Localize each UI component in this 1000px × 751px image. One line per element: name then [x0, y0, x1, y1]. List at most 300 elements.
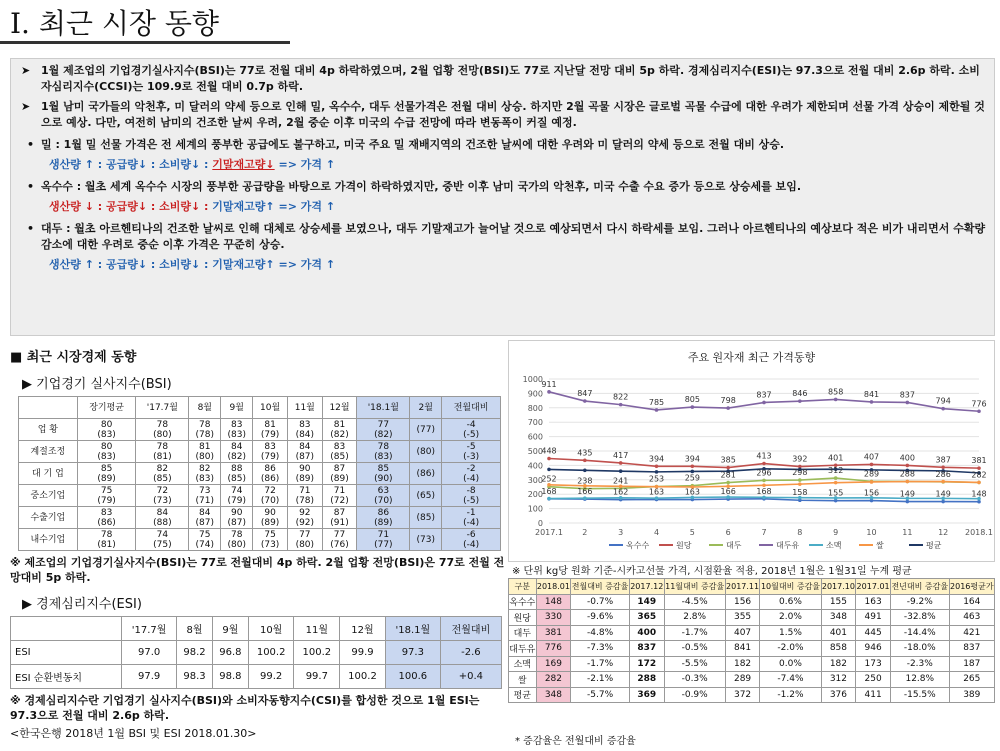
data-label: 289 [863, 469, 880, 479]
bsi-cell: 81 (82) [322, 419, 357, 441]
bsi-header-cell: 8월 [189, 397, 221, 419]
data-label: 282 [971, 470, 987, 480]
data-label: 241 [613, 476, 629, 486]
data-label: 156 [863, 488, 880, 498]
bsi-note: ※ 제조업의 기업경기실사지수(BSI)는 77로 전월대비 4p 하락. 2월 업황 전망(BSI)은 77로 전월 전망대비 5p 하락. [10, 556, 505, 584]
data-point [726, 466, 730, 470]
price-header-cell: 2017.12 [629, 579, 664, 595]
esi-note: ※ 경제심리지수란 기업경기 실사지수(BSI)와 소비자동향지수(CSI)를 합성한 것으로 1월 ESI는 97.3으로 전월 대비 2.6p 하락. [10, 694, 480, 722]
price-cell: 2.0% [760, 610, 821, 626]
data-label: 435 [577, 448, 593, 458]
y-tick-label: 800 [527, 403, 543, 413]
bsi-header-cell: 12월 [322, 397, 357, 419]
price-cell: 407 [725, 625, 760, 641]
x-tick-label: 2 [582, 528, 588, 537]
soy-supply: 생산량 ↑ : 공급량↓ : 소비량↓ : 기말재고량↑ => 가격 ↑ [49, 258, 336, 271]
price-cell: 491 [856, 610, 891, 626]
data-point [547, 497, 551, 501]
bsi-cell: 90 (87) [221, 507, 253, 529]
data-label: 785 [648, 397, 665, 407]
bsi-cell: -4 (-5) [442, 419, 501, 441]
esi-cell: 100.2 [248, 641, 294, 665]
price-cell: 376 [821, 687, 856, 703]
data-point [547, 390, 551, 394]
price-cell: -0.7% [571, 594, 630, 610]
price-cell: 381 [536, 625, 571, 641]
price-cell: -9.6% [571, 610, 630, 626]
bsi-cell: 78 (81) [136, 441, 189, 463]
price-cell: 372 [725, 687, 760, 703]
price-cell: 옥수수 [509, 594, 537, 610]
esi-header-cell: '17.7월 [122, 617, 177, 641]
esi-cell: -2.6 [440, 641, 501, 665]
bsi-cell: 75 (74) [189, 529, 221, 551]
bsi-cell: 82 (83) [189, 463, 221, 485]
summary-grain: ➤ 1월 남미 국가들의 악천후, 미 달러의 약세 등으로 인해 밀, 옥수수, 대두 선물가격은 전월 대비 상승. 하지만 2월 곡물 시장은 글로벌 곡물 수급에 대한 우려가 제한되며 선물 가격 상승이 제한될 것으로 예상. 다만, 여전히 남미의 건조한 날씨 우려, 2월 중순 이후 미국의 수급 전망에 따라 변동폭이 커질 예정. [21, 100, 985, 129]
summary-box [10, 58, 995, 336]
price-cell: 1.5% [760, 625, 821, 641]
x-tick-label: 6 [725, 528, 731, 537]
data-point [691, 464, 695, 468]
bsi-cell: 80 (83) [77, 441, 136, 463]
y-tick-label: 400 [527, 461, 543, 471]
bsi-cell: 88 (85) [221, 463, 253, 485]
data-label: 163 [648, 487, 665, 497]
price-cell: 164 [949, 594, 994, 610]
data-label: 312 [828, 466, 844, 476]
table-row [509, 656, 995, 672]
data-point [655, 408, 659, 412]
data-point [619, 469, 623, 473]
bsi-row-label: 수출기업 [19, 507, 78, 529]
price-cell: 348 [821, 610, 856, 626]
data-label: 259 [684, 473, 700, 483]
esi-cell: 99.2 [248, 665, 294, 689]
bsi-cell: 74 (75) [136, 529, 189, 551]
price-cell: 182 [725, 656, 760, 672]
y-tick-label: 900 [527, 389, 543, 399]
price-cell: -7.4% [760, 672, 821, 688]
data-point [977, 466, 981, 470]
legend-label: 대두 [726, 541, 742, 550]
price-cell: 대두 [509, 625, 537, 641]
bsi-header-cell: 9월 [221, 397, 253, 419]
data-label: 837 [756, 390, 772, 400]
data-label: 385 [720, 455, 736, 465]
bsi-header-cell: '17.7월 [136, 397, 189, 419]
price-cell: 445 [856, 625, 891, 641]
bsi-cell: 83 (85) [322, 441, 357, 463]
data-label: 298 [792, 468, 808, 478]
data-label: 387 [935, 455, 951, 465]
price-cell: -4.5% [664, 594, 725, 610]
price-cell: 156 [725, 594, 760, 610]
data-point [798, 482, 802, 486]
x-tick-label: 9 [833, 528, 839, 537]
esi-cell: 100.2 [340, 665, 386, 689]
bsi-cell: 81 (79) [253, 419, 288, 441]
table-row [19, 529, 501, 551]
price-cell: 평균 [509, 687, 537, 703]
data-point [691, 405, 695, 409]
bsi-cell: -1 (-4) [442, 507, 501, 529]
data-point [655, 470, 659, 474]
bsi-cell: 72 (73) [136, 485, 189, 507]
price-cell: 365 [629, 610, 664, 626]
bsi-cell: 84 (87) [189, 507, 221, 529]
corn-item: • 옥수수 : 월초 세계 옥수수 시장의 풍부한 공급량을 바탕으로 가격이 하락하였지만, 중반 이후 남미 국가의 악천후, 미국 수출 수요 증가 등으로 상승세를 보임. [27, 180, 801, 193]
price-cell: -15.5% [890, 687, 949, 703]
price-cell: 837 [949, 641, 994, 657]
data-label: 841 [863, 389, 880, 399]
bsi-cell: 71 (72) [322, 485, 357, 507]
data-point [762, 401, 766, 405]
econ-heading: ■ 최근 시장경제 동향 [10, 350, 137, 365]
data-label: 168 [756, 486, 772, 496]
data-label: 798 [720, 396, 736, 406]
bsi-cell: 78 (78) [189, 419, 221, 441]
data-label: 381 [971, 456, 987, 466]
data-label: 162 [613, 487, 629, 497]
price-cell: 대두유 [509, 641, 537, 657]
bsi-cell: 78 (83) [357, 441, 410, 463]
data-point [834, 481, 838, 485]
wheat-supply: 생산량 ↑ : 공급량↓ : 소비량↓ : 기말재고량↓ => 가격 ↑ [49, 158, 336, 171]
data-label: 286 [935, 469, 951, 479]
data-label: 149 [899, 489, 915, 499]
price-cell: -2.1% [571, 672, 630, 688]
price-cell: -1.2% [760, 687, 821, 703]
arrow-bullet-icon: ➤ [21, 100, 31, 113]
data-point [762, 496, 766, 500]
price-cell: 389 [949, 687, 994, 703]
table-row [509, 672, 995, 688]
price-cell: 401 [821, 625, 856, 641]
data-point [870, 480, 874, 484]
bsi-header-cell: 전월대비 [442, 397, 501, 419]
price-header-cell: 전년대비 증감율 [890, 579, 949, 595]
bsi-cell: 63 (70) [357, 485, 410, 507]
bsi-cell: 84 (88) [136, 507, 189, 529]
bsi-header-cell: 10월 [253, 397, 288, 419]
data-label: 394 [648, 454, 665, 464]
price-cell: 250 [856, 672, 891, 688]
bsi-cell: 78 (80) [136, 419, 189, 441]
data-label: 148 [971, 489, 987, 499]
esi-cell: 98.2 [177, 641, 213, 665]
bsi-row-label: 내수기업 [19, 529, 78, 551]
price-cell: 348 [536, 687, 571, 703]
chart-title: 주요 원자재 최근 가격동향 [687, 351, 816, 364]
title-underline [0, 41, 290, 44]
table-row [11, 641, 502, 665]
data-point [906, 480, 910, 484]
bsi-header-cell: 11월 [287, 397, 322, 419]
esi-cell: 97.3 [385, 641, 440, 665]
bsi-cell: 83 (84) [287, 419, 322, 441]
bsi-cell: 73 (71) [189, 485, 221, 507]
table-row [11, 665, 502, 689]
price-cell: 173 [856, 656, 891, 672]
bsi-cell: (73) [410, 529, 442, 551]
esi-cell: 100.6 [385, 665, 440, 689]
bsi-cell: 77 (80) [287, 529, 322, 551]
x-tick-label: 2017.1 [535, 528, 563, 537]
price-cell: 소맥 [509, 656, 537, 672]
bsi-cell: 80 (83) [77, 419, 136, 441]
esi-cell: 99.7 [294, 665, 340, 689]
price-cell: 265 [949, 672, 994, 688]
y-tick-label: 200 [527, 490, 543, 500]
price-cell: 원당 [509, 610, 537, 626]
data-point [941, 500, 945, 504]
price-cell: 400 [629, 625, 664, 641]
price-cell: 169 [536, 656, 571, 672]
table-row [19, 419, 501, 441]
bsi-cell: 78 (80) [221, 529, 253, 551]
legend-label: 소맥 [826, 541, 842, 550]
price-cell: 330 [536, 610, 571, 626]
esi-header-cell: 11월 [294, 617, 340, 641]
esi-cell: 97.9 [122, 665, 177, 689]
price-cell: 288 [629, 672, 664, 688]
data-point [583, 459, 587, 463]
bsi-cell: 87 (89) [322, 463, 357, 485]
data-label: 288 [899, 469, 915, 479]
esi-header-blank [11, 617, 122, 641]
data-point [619, 403, 623, 407]
esi-header-cell: 8월 [177, 617, 213, 641]
table-row [19, 441, 501, 463]
bsi-row-label: 중소기업 [19, 485, 78, 507]
wheat-item: • 밀 : 1월 밀 선물 가격은 전 세계의 풍부한 공급에도 불구하고, 미국 주요 밀 재배지역의 건조한 날씨에 대한 우려와 미 달러의 약세 등으로 전월 대비 상승. [27, 138, 785, 151]
price-cell: -1.7% [664, 625, 725, 641]
data-label: 238 [577, 476, 593, 486]
esi-heading: ▶ 경제심리지수(ESI) [22, 597, 142, 612]
price-cell: 312 [821, 672, 856, 688]
x-tick-label: 5 [689, 528, 695, 537]
price-cell: -0.3% [664, 672, 725, 688]
esi-cell: 98.8 [212, 665, 248, 689]
bsi-cell: 71 (77) [357, 529, 410, 551]
bsi-cell: 92 (92) [287, 507, 322, 529]
bsi-cell: 86 (86) [253, 463, 288, 485]
data-label: 158 [792, 488, 808, 498]
data-label: 394 [684, 454, 700, 464]
price-cell: 837 [629, 641, 664, 657]
y-tick-label: 100 [527, 504, 543, 514]
table-row [509, 687, 995, 703]
data-label: 166 [577, 487, 593, 497]
corn-supply: 생산량 ↓ : 공급량↓ : 소비량↓ : 기말재고량↑ => 가격 ↑ [49, 200, 336, 213]
price-cell: 411 [856, 687, 891, 703]
bsi-cell: -8 (-5) [442, 485, 501, 507]
price-cell: 0.6% [760, 594, 821, 610]
bsi-cell: 90 (89) [253, 507, 288, 529]
price-note: ※ 단위 kg당 원화 기준-시카고선물 가격, 시점환율 적용, 2018년 1월은 1월31일 누계 평균 [512, 566, 912, 577]
bsi-header-cell: 장기평균 [77, 397, 136, 419]
price-cell: -7.3% [571, 641, 630, 657]
soy-item: • 대두 : 월초 아르헨티나의 건조한 날씨로 인해 대체로 상승세를 보였으나, 대두 기말재고가 늘어날 것으로 예상되면서 다시 하락세를 보임. 그러나 아르헨티나의 예상보다 적은 비가 내리면서 수확량 감소에 대한 우려로 중순 이후 가격은 꾸준히 상승. [27, 222, 986, 251]
legend-label: 원당 [676, 541, 692, 550]
data-point [977, 481, 981, 485]
data-point [834, 476, 838, 480]
x-tick-label: 11 [902, 528, 913, 537]
data-point [726, 481, 730, 485]
esi-cell: 99.9 [340, 641, 386, 665]
table-row [509, 641, 995, 657]
x-tick-label: 2018.1 [965, 528, 993, 537]
price-header-cell: 2017.01 [856, 579, 891, 595]
price-cell: -4.8% [571, 625, 630, 641]
data-label: 837 [899, 390, 915, 400]
data-label: 846 [792, 389, 808, 399]
table-row [19, 485, 501, 507]
data-point [655, 464, 659, 468]
data-point [941, 480, 945, 484]
data-label: 805 [684, 395, 700, 405]
table-row [509, 594, 995, 610]
data-point [583, 496, 587, 500]
bsi-cell: 81 (80) [189, 441, 221, 463]
data-point [906, 464, 910, 468]
bsi-header-cell: '18.1월 [357, 397, 410, 419]
bsi-header-blank [19, 397, 78, 419]
bsi-heading: ▶ 기업경기 실사지수(BSI) [22, 377, 172, 392]
legend-label: 옥수수 [626, 541, 650, 550]
data-label: 776 [971, 399, 987, 409]
data-point [798, 399, 802, 403]
data-point [870, 463, 874, 467]
data-label: 401 [828, 453, 844, 463]
data-label: 149 [935, 489, 951, 499]
esi-row-label: ESI 순환변동치 [11, 665, 122, 689]
price-cell: 289 [725, 672, 760, 688]
esi-table [10, 616, 502, 689]
data-label: 413 [756, 451, 772, 461]
legend-label: 대두유 [776, 541, 800, 550]
price-cell: -0.5% [664, 641, 725, 657]
price-cell: 172 [629, 656, 664, 672]
bsi-cell: (80) [410, 441, 442, 463]
data-label: 155 [828, 488, 844, 498]
price-header-cell: 구분 [509, 579, 537, 595]
y-tick-label: 700 [527, 418, 543, 428]
price-cell: 182 [821, 656, 856, 672]
esi-row-label: ESI [11, 641, 122, 665]
data-point [547, 457, 551, 461]
data-point [906, 500, 910, 504]
bsi-cell: 72 (70) [253, 485, 288, 507]
price-cell: 421 [949, 625, 994, 641]
esi-header-cell: 9월 [212, 617, 248, 641]
price-cell: -14.4% [890, 625, 949, 641]
data-point [977, 409, 981, 413]
price-cell: 463 [949, 610, 994, 626]
bsi-cell: 82 (85) [136, 463, 189, 485]
price-cell: 쌀 [509, 672, 537, 688]
bsi-cell: 77 (76) [322, 529, 357, 551]
table-row [509, 610, 995, 626]
bsi-cell: (86) [410, 463, 442, 485]
esi-cell: 96.8 [212, 641, 248, 665]
data-point [762, 462, 766, 466]
data-point [726, 406, 730, 410]
bsi-cell: 85 (90) [357, 463, 410, 485]
price-cell: 2.8% [664, 610, 725, 626]
data-label: 166 [720, 487, 736, 497]
bsi-cell: 90 (89) [287, 463, 322, 485]
price-cell: 187 [949, 656, 994, 672]
x-tick-label: 12 [938, 528, 949, 537]
data-point [583, 399, 587, 403]
data-point [583, 468, 587, 472]
data-point [762, 479, 766, 483]
legend-label: 쌀 [876, 541, 884, 550]
price-cell: 149 [629, 594, 664, 610]
esi-cell: 97.0 [122, 641, 177, 665]
price-header-cell: 11월대비 증감율 [664, 579, 725, 595]
bsi-cell: -5 (-3) [442, 441, 501, 463]
data-label: 168 [541, 486, 557, 496]
legend-label: 평균 [926, 541, 942, 550]
price-cell: 163 [856, 594, 891, 610]
price-cell: 282 [536, 672, 571, 688]
data-point [691, 470, 695, 474]
price-chart [508, 340, 995, 562]
data-label: 822 [613, 392, 629, 402]
y-tick-label: 600 [527, 432, 543, 442]
price-cell: -0.9% [664, 687, 725, 703]
data-label: 417 [613, 450, 629, 460]
bsi-cell: 85 (89) [77, 463, 136, 485]
data-label: 794 [935, 396, 951, 406]
price-header-cell: 2017.10 [821, 579, 856, 595]
data-label: 858 [828, 387, 844, 397]
price-cell: -5.7% [571, 687, 630, 703]
bsi-cell: 83 (83) [221, 419, 253, 441]
table-row [19, 463, 501, 485]
bsi-cell: -2 (-4) [442, 463, 501, 485]
bsi-cell: 75 (79) [77, 485, 136, 507]
bsi-cell: 83 (86) [77, 507, 136, 529]
data-label: 911 [541, 379, 557, 389]
esi-cell: 98.3 [177, 665, 213, 689]
price-table [508, 578, 995, 703]
esi-header-cell: '18.1월 [385, 617, 440, 641]
arrow-bullet-icon: ➤ [21, 64, 31, 77]
price-cell: -5.5% [664, 656, 725, 672]
x-tick-label: 10 [866, 528, 877, 537]
bsi-header-cell: 2월 [410, 397, 442, 419]
y-tick-label: 500 [527, 447, 543, 456]
bsi-cell: 84 (87) [287, 441, 322, 463]
price-cell: 841 [725, 641, 760, 657]
bsi-cell: 83 (79) [253, 441, 288, 463]
price-header-cell: 2016평균가 [949, 579, 994, 595]
price-cell: 148 [536, 594, 571, 610]
data-label: 281 [720, 470, 736, 480]
bsi-table [18, 396, 501, 551]
data-point [941, 407, 945, 411]
source-note: <한국은행 2018년 1월 BSI 및 ESI 2018.01.30> [10, 727, 257, 740]
data-point [798, 478, 802, 482]
price-cell: -2.0% [760, 641, 821, 657]
price-cell: 776 [536, 641, 571, 657]
data-label: 296 [756, 468, 772, 478]
bsi-cell: 77 (82) [357, 419, 410, 441]
bsi-row-label: 대 기 업 [19, 463, 78, 485]
